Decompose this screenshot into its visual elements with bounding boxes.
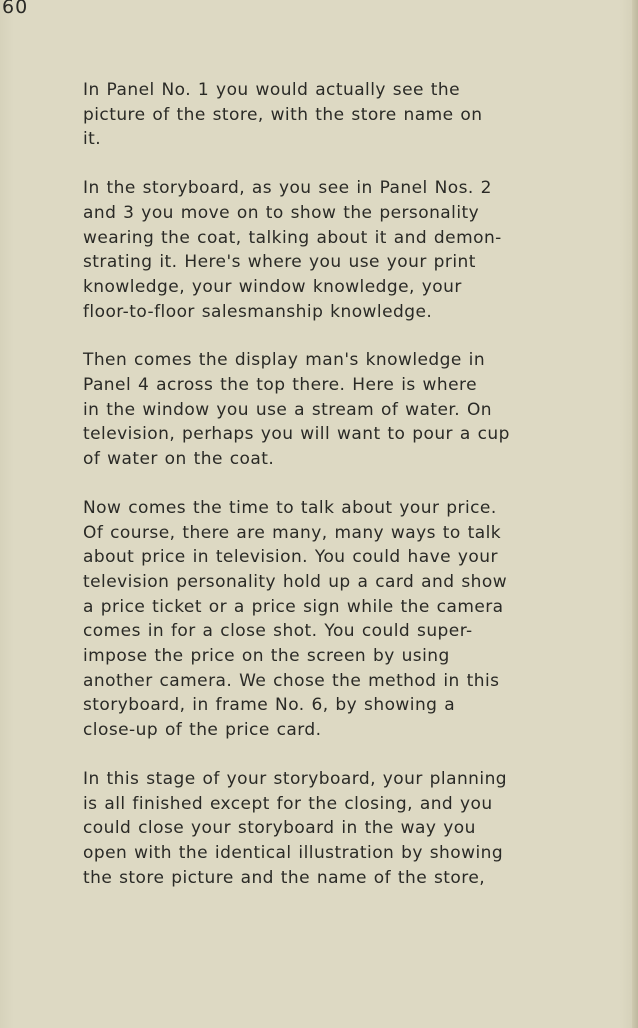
text-line: picture of the store, with the store name on <box>83 104 483 125</box>
text-line: Panel 4 across the top there. Here is where <box>83 375 477 396</box>
text-line: of water on the coat. <box>83 449 275 470</box>
text-line: Of course, there are many, many ways to talk <box>83 522 502 543</box>
text-line: the store picture and the name of the store, <box>83 867 486 888</box>
text-line: it. <box>83 129 102 150</box>
text-line: Now comes the time to talk about your price. <box>83 497 497 518</box>
page-edge <box>632 0 638 1028</box>
paragraph <box>83 78 605 152</box>
paragraph <box>83 767 605 891</box>
text-line: a price ticket or a price sign while the camera <box>83 596 504 617</box>
text-line: In Panel No. 1 you would actually see the <box>83 80 461 100</box>
text-line: In this stage of your storyboard, your planning <box>83 768 508 789</box>
text-line: another camera. We chose the method in this <box>83 670 500 691</box>
text-line: floor-to-floor salesmanship knowledge. <box>83 301 433 322</box>
text-line: television, perhaps you will want to pour a cup <box>83 424 510 445</box>
page-number: 60 <box>2 0 29 18</box>
text-line: is all finished except for the closing, and you <box>83 793 493 814</box>
text-line: In the storyboard, as you see in Panel Nos. 2 <box>83 178 492 199</box>
paragraph <box>83 176 605 324</box>
body-text <box>83 78 605 914</box>
text-line: Then comes the display man's knowledge in <box>83 350 486 371</box>
text-line: storyboard, in frame No. 6, by showing a <box>83 695 456 716</box>
text-line: could close your storyboard in the way you <box>83 818 476 839</box>
text-line: knowledge, your window knowledge, your <box>83 276 462 297</box>
text-line: impose the price on the screen by using <box>83 646 450 667</box>
paragraph <box>83 496 605 743</box>
text-line: wearing the coat, talking about it and demon- <box>83 227 502 248</box>
paragraph <box>83 348 605 472</box>
text-line: in the window you use a stream of water. On <box>83 399 493 420</box>
text-line: close-up of the price card. <box>83 720 322 741</box>
text-line: television personality hold up a card and show <box>83 571 508 592</box>
text-line: and 3 you move on to show the personality <box>83 202 480 223</box>
text-line: about price in television. You could have your <box>83 547 498 568</box>
text-line: strating it. Here's where you use your print <box>83 252 476 273</box>
text-line: comes in for a close shot. You could super- <box>83 621 473 642</box>
text-line: open with the identical illustration by showing <box>83 842 504 863</box>
